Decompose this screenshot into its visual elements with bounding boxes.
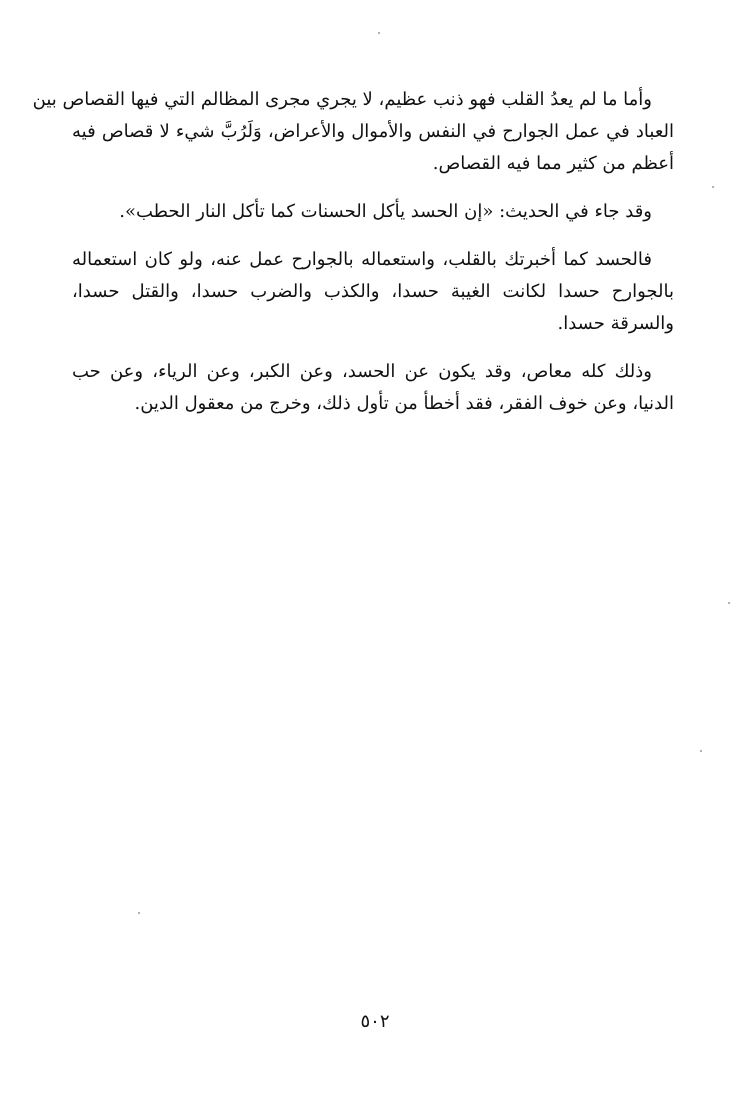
paragraph-3 [72, 244, 674, 340]
text-line: وذلك كله معاص، وقد يكون عن الحسد، وعن الكبر، وعن الرياء، وعن حب [72, 361, 652, 382]
paragraph-2 [72, 196, 674, 228]
text-line: وأما ما لم يعدُ القلب فهو ذنب عظيم، لا يجري مجرى المظالم التي فيها القصاص بين [32, 89, 652, 110]
scan-speck [728, 602, 730, 604]
scan-speck [700, 750, 702, 752]
text-line: والسرقة حسدا. [557, 313, 674, 334]
body-text [32, 84, 674, 436]
text-line: الدنيا، وعن خوف الفقر، فقد أخطأ من تأول ذلك، وخرج من معقول الدين. [134, 393, 674, 414]
paragraph-4 [72, 356, 674, 420]
text-line: أعظم من كثير مما فيه القصاص. [432, 153, 674, 174]
scan-speck [378, 32, 380, 34]
text-line: بالجوارح حسدا لكانت الغيبة حسدا، والكذب والضرب حسدا، والقتل حسدا، [72, 281, 674, 302]
text-line: فالحسد كما أخبرتك بالقلب، واستعماله بالجوارح عمل عنه، ولو كان استعماله [72, 249, 652, 270]
text-line: العباد في عمل الجوارح في النفس والأموال والأعراض، وَلَرُبَّ شيء لا قصاص فيه [72, 121, 674, 142]
scan-speck [138, 912, 140, 914]
text-line: وقد جاء في الحديث: «إن الحسد يأكل الحسنات كما تأكل النار الحطب». [119, 201, 652, 222]
paragraph-1 [32, 84, 674, 180]
page-number: ٥٠٢ [360, 1011, 390, 1032]
scan-speck [712, 186, 714, 188]
